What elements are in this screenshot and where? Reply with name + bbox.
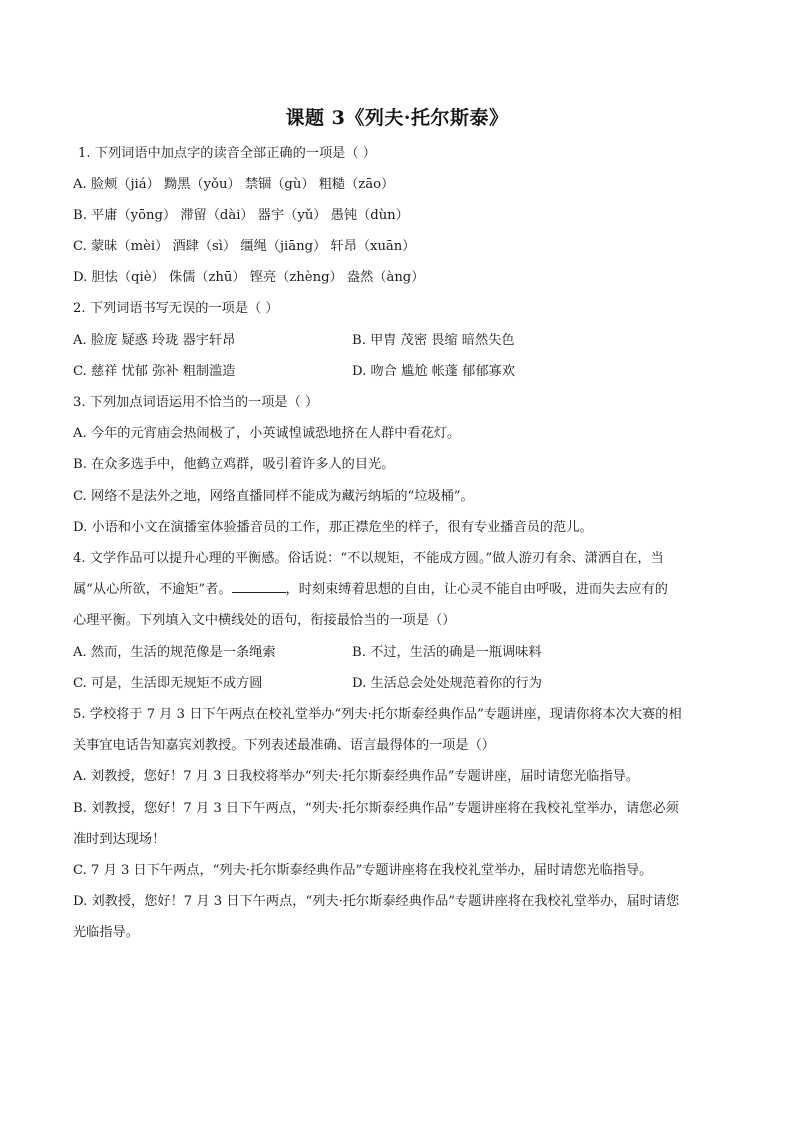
- q3-option-c: C. 网络不是法外之地，网络直播同样不能成为藏污纳垢的“垃圾桶”。: [73, 489, 474, 504]
- q3-option-a: A. 今年的元宵庙会热闹极了，小英诚惶诚恐地挤在人群中看花灯。: [73, 426, 461, 441]
- q2-option-c: C. 慈祥 忧郁 弥补 粗制滥造: [73, 364, 236, 379]
- q4-passage-line2: [73, 580, 668, 600]
- q5-option-c: C. 7 月 3 日下午两点，“列夫·托尔斯泰经典作品”专题讲座将在我校礼堂举办，届时请您光临指导。: [73, 863, 653, 878]
- q3-option-d: D. 小语和小文在演播室体验播音员的工作，那正襟危坐的样子，很有专业播音员的范儿。: [73, 520, 593, 535]
- q4-passage-line3: 心理平衡。下列填入文中横线处的语句，衔接最恰当的一项是（）: [73, 613, 456, 628]
- page-title: 课题 3《列夫·托尔斯泰》: [285, 107, 509, 129]
- q5-option-d-line1: D. 刘教授，您好！7 月 3 日下午两点，“列夫·托尔斯泰经典作品”专题讲座将在我校礼堂举办，届时请您: [73, 894, 680, 909]
- q5-stem-line2: 关事宜电话告知嘉宾刘教授。下列表述最准确、语言最得体的一项是（）: [73, 738, 495, 753]
- q2-option-d: D. 吻合 尴尬 帐蓬 郁郁寡欢: [352, 364, 515, 379]
- q5-option-a: A. 刘教授，您好！7 月 3 日我校将举办“列夫·托尔斯泰经典作品”专题讲座，届时请您光临指导。: [73, 769, 640, 784]
- q1-option-c: C. 蒙昧（mèi） 酒肆（sì） 缰绳（jiāng） 轩昂（xuān）: [73, 239, 416, 254]
- q2-option-b: B. 甲胄 茂密 畏缩 暗然失色: [352, 333, 515, 348]
- q4-passage-line2-post: ，时刻束缚着思想的自由，让心灵不能自由呼吸，进而失去应有的: [285, 582, 668, 597]
- q1-stem: 1. 下列词语中加点字的读音全部正确的一项是（ ）: [78, 146, 376, 161]
- q4-passage-line2-pre: 属“从心所欲，不逾矩”者。: [73, 582, 232, 597]
- q4-passage-line1: 4. 文学作品可以提升心理的平衡感。俗话说：“不以规矩，不能成方圆。”做人游刃有余、潇洒自在，当: [73, 551, 664, 566]
- q4-option-c: C. 可是，生活即无规矩不成方圆: [73, 676, 263, 691]
- q1-option-d: D. 胆怯（qiè） 侏儒（zhū） 铿亮（zhèng） 盎然（àng）: [73, 270, 425, 285]
- q5-stem-line1: 5. 学校将于 7 月 3 日下午两点在校礼堂举办“列夫·托尔斯泰经典作品”专题讲座，现请你将本次大赛的相: [73, 707, 682, 722]
- q3-option-b: B. 在众多选手中，他鹤立鸡群，吸引着许多人的目光。: [73, 457, 395, 472]
- q4-option-d: D. 生活总会处处规范着你的行为: [352, 676, 542, 691]
- q4-option-b: B. 不过，生活的确是一瓶调味料: [352, 645, 542, 660]
- q3-stem: 3. 下列加点词语运用不恰当的一项是（ ）: [73, 395, 319, 410]
- q2-option-a: A. 脸庞 疑惑 玲珑 器宇轩昂: [73, 333, 236, 348]
- q5-option-b-line2: 准时到达现场！: [73, 832, 166, 847]
- q5-option-d-line2: 光临指导。: [73, 925, 139, 940]
- q5-option-b-line1: B. 刘教授，您好！7 月 3 日下午两点，“列夫·托尔斯泰经典作品”专题讲座将在我校礼堂举办，请您必须: [73, 801, 679, 816]
- q1-option-a: A. 脸颊（jiá） 黝黑（yǒu） 禁锢（gù） 粗糙（zāo）: [73, 177, 395, 192]
- q1-option-b: B. 平庸（yōng） 滞留（dài） 器宇（yǔ） 愚钝（dùn）: [73, 208, 409, 223]
- q4-option-a: A. 然而，生活的规范像是一条绳索: [73, 645, 276, 660]
- fill-in-blank: [232, 592, 286, 593]
- q2-stem: 2. 下列词语书写无误的一项是（ ）: [73, 301, 279, 316]
